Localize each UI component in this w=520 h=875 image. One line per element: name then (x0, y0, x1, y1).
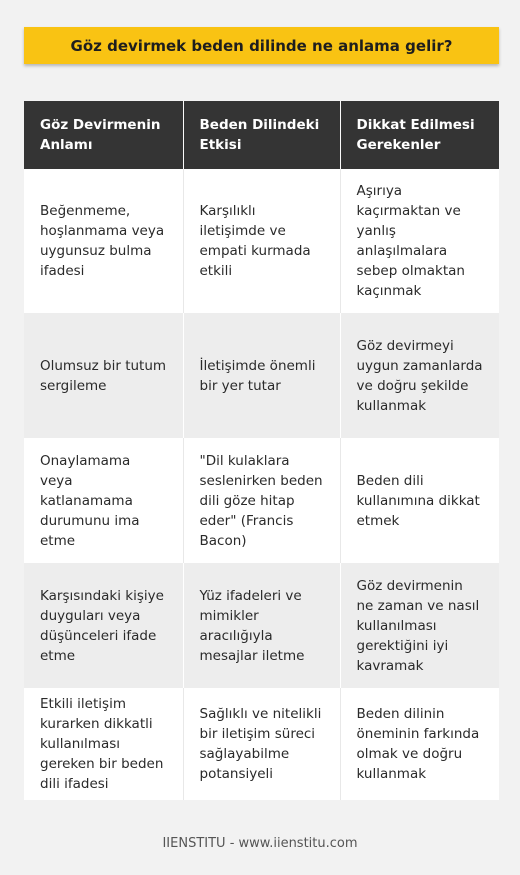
table-row (24, 313, 499, 438)
table-cell: "Dil kulaklara seslenirken beden dili göze hitap eder" (Francis Bacon) (183, 438, 340, 563)
table-row (24, 438, 499, 563)
footer-credit: IIENSTITU - www.iienstitu.com (162, 836, 358, 851)
table-cell: İletişimde önemli bir yer tutar (183, 313, 340, 438)
table-cell: Beden dili kullanımına dikkat etmek (340, 438, 499, 563)
table-cell: Onaylamama veya katlanamama durumunu ima etme (24, 438, 183, 563)
table-cell: Etkili iletişim kurarken dikkatli kullanılması gereken bir beden dili ifadesi (24, 688, 183, 800)
table-row (24, 169, 499, 313)
table-cell: Karşılıklı iletişimde ve empati kurmada etkili (183, 169, 340, 313)
info-table (24, 101, 499, 800)
table-cell: Beden dilinin öneminin farkında olmak ve doğru kullanmak (340, 688, 499, 800)
table-cell: Göz devirmenin ne zaman ve nasıl kullanılması gerektiğini iyi kavramak (340, 563, 499, 688)
table-cell: Beğenmeme, hoşlanmama veya uygunsuz bulma ifadesi (24, 169, 183, 313)
table-row (24, 563, 499, 688)
column-header-effect: Beden Dilindeki Etkisi (183, 101, 340, 169)
table-cell: Göz devirmeyi uygun zamanlarda ve doğru şekilde kullanmak (340, 313, 499, 438)
table-cell: Yüz ifadeleri ve mimikler aracılığıyla mesajlar iletme (183, 563, 340, 688)
column-header-cautions: Dikkat Edilmesi Gerekenler (340, 101, 499, 169)
table-cell: Karşısındaki kişiye duyguları veya düşünceleri ifade etme (24, 563, 183, 688)
page-title: Göz devirmek beden dilinde ne anlama gelir? (70, 36, 453, 55)
title-banner (24, 27, 499, 64)
table-cell: Sağlıklı ve nitelikli bir iletişim süreci sağlayabilme potansiyeli (183, 688, 340, 800)
column-header-meaning: Göz Devirmenin Anlamı (24, 101, 183, 169)
table-cell: Aşırıya kaçırmaktan ve yanlış anlaşılmalara sebep olmaktan kaçınmak (340, 169, 499, 313)
table-cell: Olumsuz bir tutum sergileme (24, 313, 183, 438)
table-header (24, 101, 499, 169)
table-row (24, 688, 499, 800)
